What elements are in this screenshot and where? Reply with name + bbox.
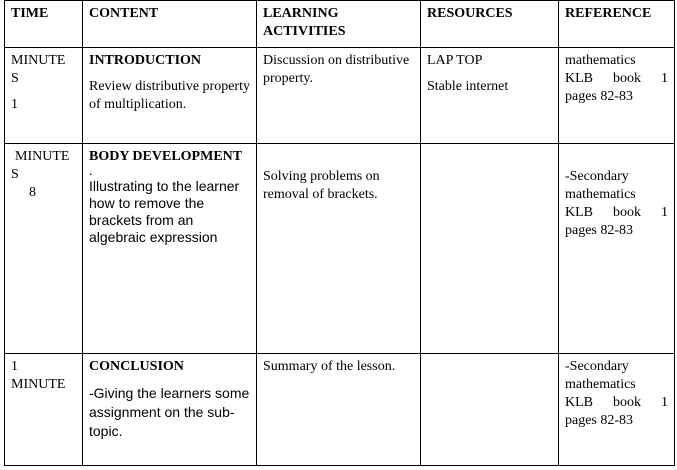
time-text: 8: [29, 185, 36, 200]
reference-line: [565, 70, 668, 88]
activities-cell: [257, 48, 421, 144]
header-time: TIME: [5, 1, 83, 48]
time-text: 1: [11, 97, 18, 112]
content-body: -Giving the learners some assignment on the sub-topic.: [89, 385, 250, 439]
table-row: [5, 144, 675, 354]
reference-text: -Secondary: [565, 359, 629, 374]
reference-text: -Secondary: [565, 169, 629, 184]
time-text: S: [11, 71, 19, 86]
activities-cell: [257, 144, 421, 354]
reference-text: mathematics: [565, 187, 636, 202]
header-resources: RESOURCES: [421, 1, 559, 48]
resources-cell: [421, 354, 559, 466]
reference-text: 1: [661, 205, 668, 220]
resources-cell: [421, 144, 559, 354]
time-cell: [5, 354, 83, 466]
reference-line: [565, 394, 668, 412]
content-cell: [83, 144, 257, 354]
activities-text: Solving problems on removal of brackets.: [263, 169, 380, 202]
header-reference: REFERENCE: [559, 1, 675, 48]
reference-text: mathematics: [565, 53, 636, 68]
header-learning-activities: LEARNING ACTIVITIES: [257, 1, 421, 48]
time-text: S: [11, 167, 19, 182]
reference-text: KLB: [565, 205, 593, 220]
content-dot: .: [89, 164, 93, 179]
reference-text: book: [613, 205, 641, 220]
reference-text: 1: [661, 71, 668, 86]
time-cell: [5, 144, 83, 354]
table-row: [5, 48, 675, 144]
reference-text: KLB: [565, 71, 593, 86]
reference-cell: [559, 354, 675, 466]
table-row: [5, 354, 675, 466]
reference-text: book: [613, 71, 641, 86]
lesson-plan-table: [4, 0, 675, 466]
time-cell: [5, 48, 83, 144]
activities-text: Summary of the lesson.: [263, 359, 396, 374]
content-body: Illustrating to the learner how to remove the brackets from an algebraic expression: [89, 178, 240, 245]
time-text: MINUTE: [11, 377, 66, 392]
activities-cell: [257, 354, 421, 466]
time-text: MINUTE: [11, 53, 66, 68]
content-title: BODY DEVELOPMENT: [89, 149, 243, 164]
content-title: CONCLUSION: [89, 359, 184, 374]
reference-text: book: [613, 395, 641, 410]
resources-text: LAP TOP: [427, 53, 483, 68]
reference-text: pages 82-83: [565, 413, 634, 428]
time-text: 1: [11, 359, 18, 374]
reference-text: KLB: [565, 395, 593, 410]
reference-cell: [559, 48, 675, 144]
time-text: MINUTE: [15, 149, 70, 164]
reference-text: 1: [661, 395, 668, 410]
reference-line: [565, 204, 668, 222]
reference-cell: [559, 144, 675, 354]
activities-text: Discussion on distributive property.: [263, 53, 410, 86]
reference-text: pages 82-83: [565, 223, 634, 238]
header-row: [5, 1, 675, 48]
content-cell: [83, 354, 257, 466]
header-content: CONTENT: [83, 1, 257, 48]
content-body: Review distributive property of multiplication.: [89, 79, 250, 112]
reference-text: mathematics: [565, 377, 636, 392]
content-title: INTRODUCTION: [89, 53, 202, 68]
reference-text: pages 82-83: [565, 89, 634, 104]
content-cell: [83, 48, 257, 144]
resources-text: Stable internet: [427, 79, 509, 94]
resources-cell: [421, 48, 559, 144]
